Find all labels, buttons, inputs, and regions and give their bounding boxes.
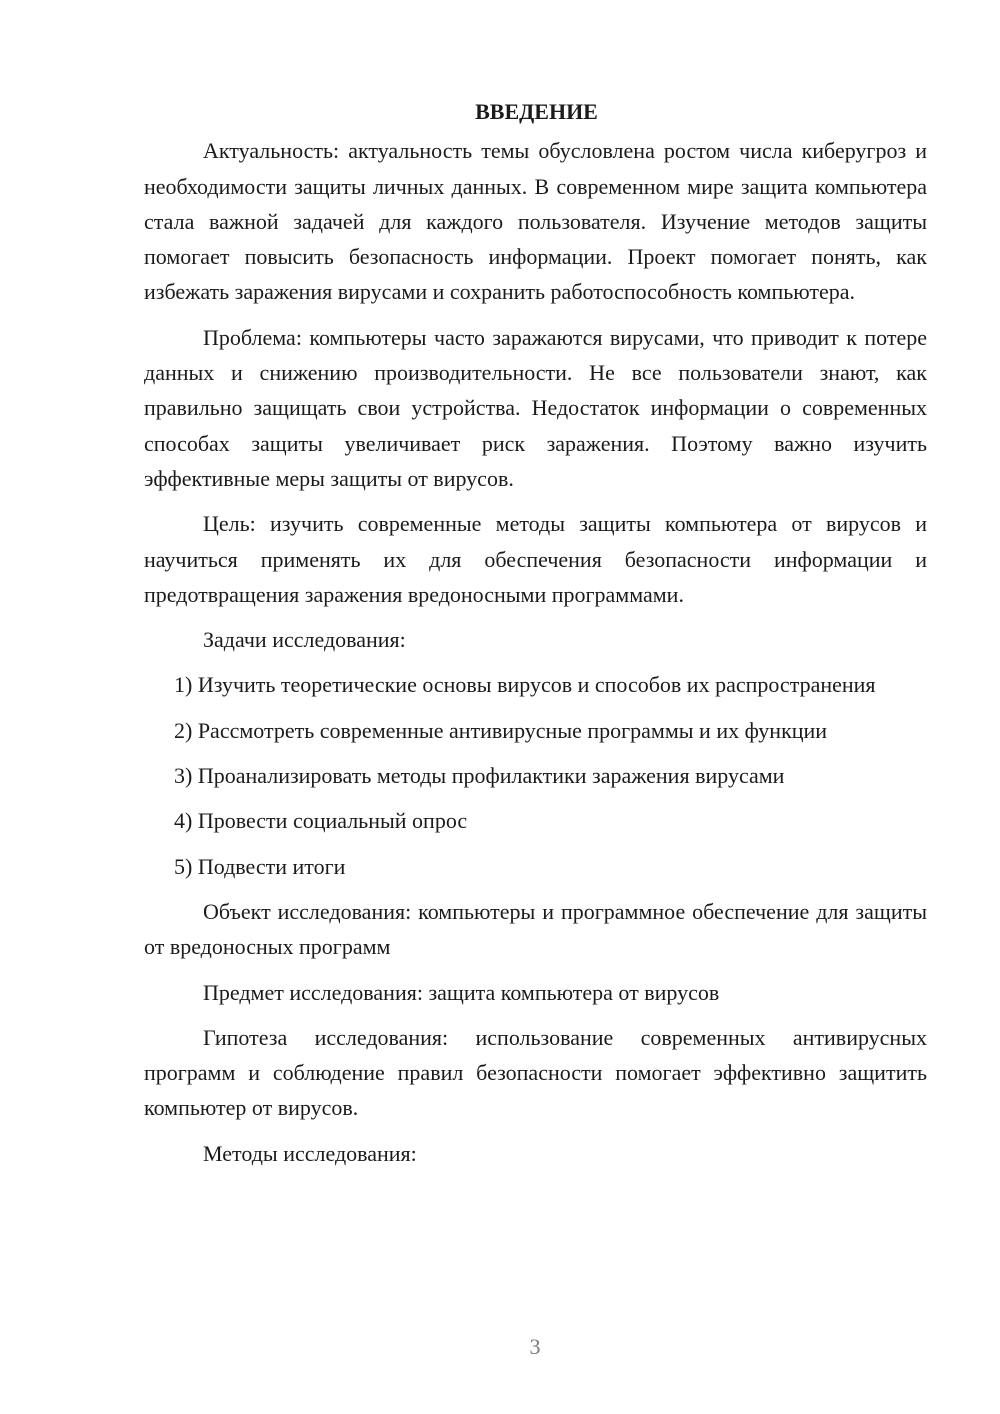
paragraph-hypothesis: Гипотеза исследования: использование современных антивирусных программ и соблюдение правил безопасности помогает эффективно защитить компьютер от вирусов. <box>144 1024 927 1121</box>
paragraph-problem: Проблема: компьютеры часто заражаются вирусами, что приводит к потере данных и снижению производительности. Не все пользователи знают, как правильно защищать свои устройства. Недостаток информации о современных способах защиты увеличивает риск заражения. Поэтому важно изучить эффективные меры защиты от вирусов. <box>144 324 927 491</box>
page-title: ВВЕДЕНИЕ <box>475 99 598 124</box>
paragraph-goal: Цель: изучить современные методы защиты компьютера от вирусов и научиться применять их для обеспечения безопасности информации и предотвращения заражения вредоносными программами. <box>144 511 927 607</box>
paragraph-methods-heading: Методы исследования: <box>203 1140 417 1166</box>
task-item-1: 1) Изучить теоретические основы вирусов и способов их распространения <box>174 672 876 698</box>
task-item-3: 3) Проанализировать методы профилактики заражения вирусами <box>174 763 785 789</box>
paragraph-object: Объект исследования: компьютеры и программное обеспечение для защиты от вредоносных программ <box>144 898 927 960</box>
task-item-4: 4) Провести социальный опрос <box>174 808 468 834</box>
task-item-5: 5) Подвести итоги <box>174 853 346 879</box>
paragraph-relevance: Актуальность: актуальность темы обусловлена ростом числа киберугроз и необходимости защиты личных данных. В современном мире защита компьютера стала важной задачей для каждого пользователя. Изучение методов защиты помогает повысить безопасность информации. Проект помогает понять, как избежать заражения вирусами и сохранить работоспособность компьютера. <box>144 138 927 305</box>
task-item-2: 2) Рассмотреть современные антивирусные программы и их функции <box>174 717 828 743</box>
paragraph-tasks-heading: Задачи исследования: <box>203 627 406 653</box>
paragraph-subject: Предмет исследования: защита компьютера от вирусов <box>203 979 720 1005</box>
page-number: 3 <box>529 1334 541 1359</box>
page-content <box>144 94 927 1171</box>
